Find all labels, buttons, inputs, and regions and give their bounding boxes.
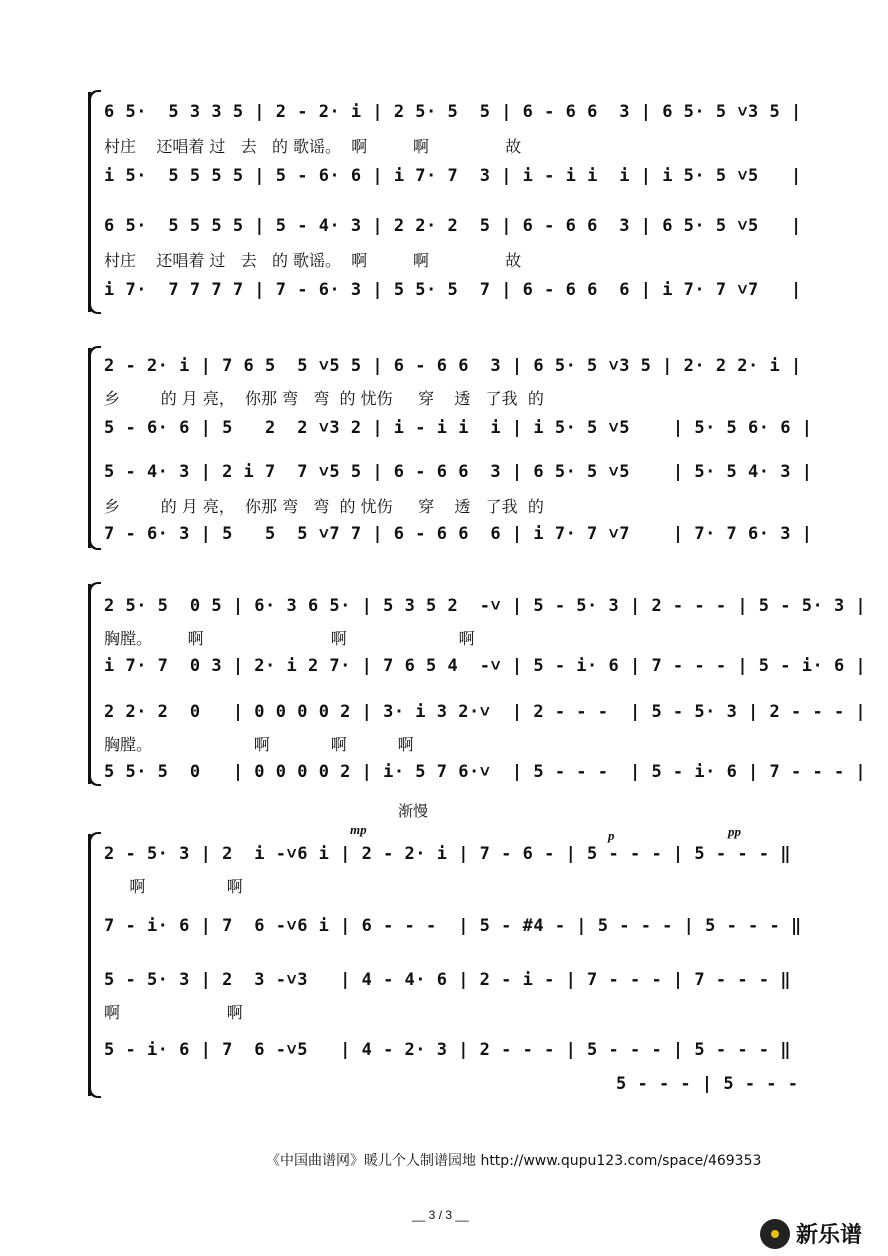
system-brace: [88, 584, 101, 784]
part-3-lyric: 啊 啊: [104, 1003, 243, 1022]
record-icon: [760, 1219, 790, 1249]
part-2-line: i 5· 5 5 5 5 | 5 - 6· 6 | i 7· 7 3 | i - i i i | i 5· 5 ˅5 |: [104, 166, 802, 186]
part-1-lyric: 村庄 还唱着 过 去 的 歌谣。 啊 啊 故: [104, 137, 522, 156]
part-2-line: 7 - i· 6 | 7 6 -˅6 i | 6 - - - | 5 - #4 - | 5 - - - | 5 - - - ‖: [104, 916, 802, 936]
part-1-lyric: 胸膛。 啊 啊 啊: [104, 629, 475, 648]
dynamic-p: p: [608, 828, 615, 843]
part-4-line: 5 5· 5 0 | 0 0 0 0 2 | i· 5 7 6·˅ | 5 - - - | 5 - i· 6 | 7 - - - |: [104, 762, 867, 782]
part-1-line: 2 - 2· i | 7 6 5 5 ˅5 5 | 6 - 6 6 3 | 6 5· 5 ˅3 5 | 2· 2 2· i |: [104, 356, 802, 376]
part-4-line: 7 - 6· 3 | 5 5 5 ˅7 7 | 6 - 6 6 6 | i 7· 7 ˅7 | 7· 7 6· 3 |: [104, 524, 813, 544]
part-3-lyric: 乡 的 月 亮， 你那 弯 弯 的 忧伤 穿 透 了我 的: [104, 497, 544, 516]
part-4-line: 5 - i· 6 | 7 6 -˅5 | 4 - 2· 3 | 2 - - - | 5 - - - | 5 - - - ‖: [104, 1040, 791, 1060]
system-1: [88, 92, 808, 312]
system-brace: [88, 92, 101, 312]
footer-credit: 《中国曲谱网》暖儿个人制谱园地 http://www.qupu123.com/space/469353: [266, 1153, 762, 1169]
system-brace: [88, 348, 101, 548]
logo-text: 新乐谱: [796, 1223, 863, 1248]
part-1-line: 2 - 5· 3 | 2 i -˅6 i | 2 - 2· i | 7 - 6 - | 5 - - - | 5 - - - ‖: [104, 844, 791, 864]
part-4-line: i 7· 7 7 7 7 | 7 - 6· 3 | 5 5· 5 7 | 6 - 6 6 6 | i 7· 7 ˅7 |: [104, 280, 802, 300]
system-3: [88, 584, 867, 784]
tempo-mark: 渐慢: [398, 802, 429, 820]
system-2: [88, 348, 813, 548]
system-4: [88, 822, 808, 1096]
part-3-line: 5 - 4· 3 | 2 i 7 7 ˅5 5 | 6 - 6 6 3 | 6 5· 5 ˅5 | 5· 5 4· 3 |: [104, 462, 813, 482]
part-1-lyric: 乡 的 月 亮， 你那 弯 弯 的 忧伤 穿 透 了我 的: [104, 389, 544, 408]
page-number: __ 3 / 3 __: [412, 1208, 469, 1222]
part-4-divisi-line: 5 - - - | 5 - - -: [616, 1074, 799, 1094]
part-3-line: 2 2· 2 0 | 0 0 0 0 2 | 3· i 3 2·˅ | 2 - - - | 5 - 5· 3 | 2 - - - |: [104, 702, 867, 722]
part-1-lyric: 啊 啊: [104, 877, 243, 896]
part-1-line: 6 5· 5 3 3 5 | 2 - 2· i | 2 5· 5 5 | 6 - 6 6 3 | 6 5· 5 ˅3 5 |: [104, 102, 802, 122]
part-3-line: 5 - 5· 3 | 2 3 -˅3 | 4 - 4· 6 | 2 - i - | 7 - - - | 7 - - - ‖: [104, 970, 791, 990]
dynamic-mp: mp: [350, 822, 367, 837]
system-brace: [88, 834, 101, 1096]
dynamic-pp: pp: [728, 824, 741, 839]
part-2-line: 5 - 6· 6 | 5 2 2 ˅3 2 | i - i i i | i 5· 5 ˅5 | 5· 5 6· 6 |: [104, 418, 813, 438]
part-3-lyric: 村庄 还唱着 过 去 的 歌谣。 啊 啊 故: [104, 251, 522, 270]
part-1-line: 2 5· 5 0 5 | 6· 3 6 5· | 5 3 5 2 -˅ | 5 - 5· 3 | 2 - - - | 5 - 5· 3 |: [104, 596, 867, 616]
part-3-line: 6 5· 5 5 5 5 | 5 - 4· 3 | 2 2· 2 5 | 6 - 6 6 3 | 6 5· 5 ˅5 |: [104, 216, 802, 236]
site-logo: [760, 1218, 862, 1249]
part-2-line: i 7· 7 0 3 | 2· i 2 7· | 7 6 5 4 -˅ | 5 - i· 6 | 7 - - - | 5 - i· 6 |: [104, 656, 867, 676]
part-3-lyric: 胸膛。 啊 啊 啊: [104, 735, 414, 754]
